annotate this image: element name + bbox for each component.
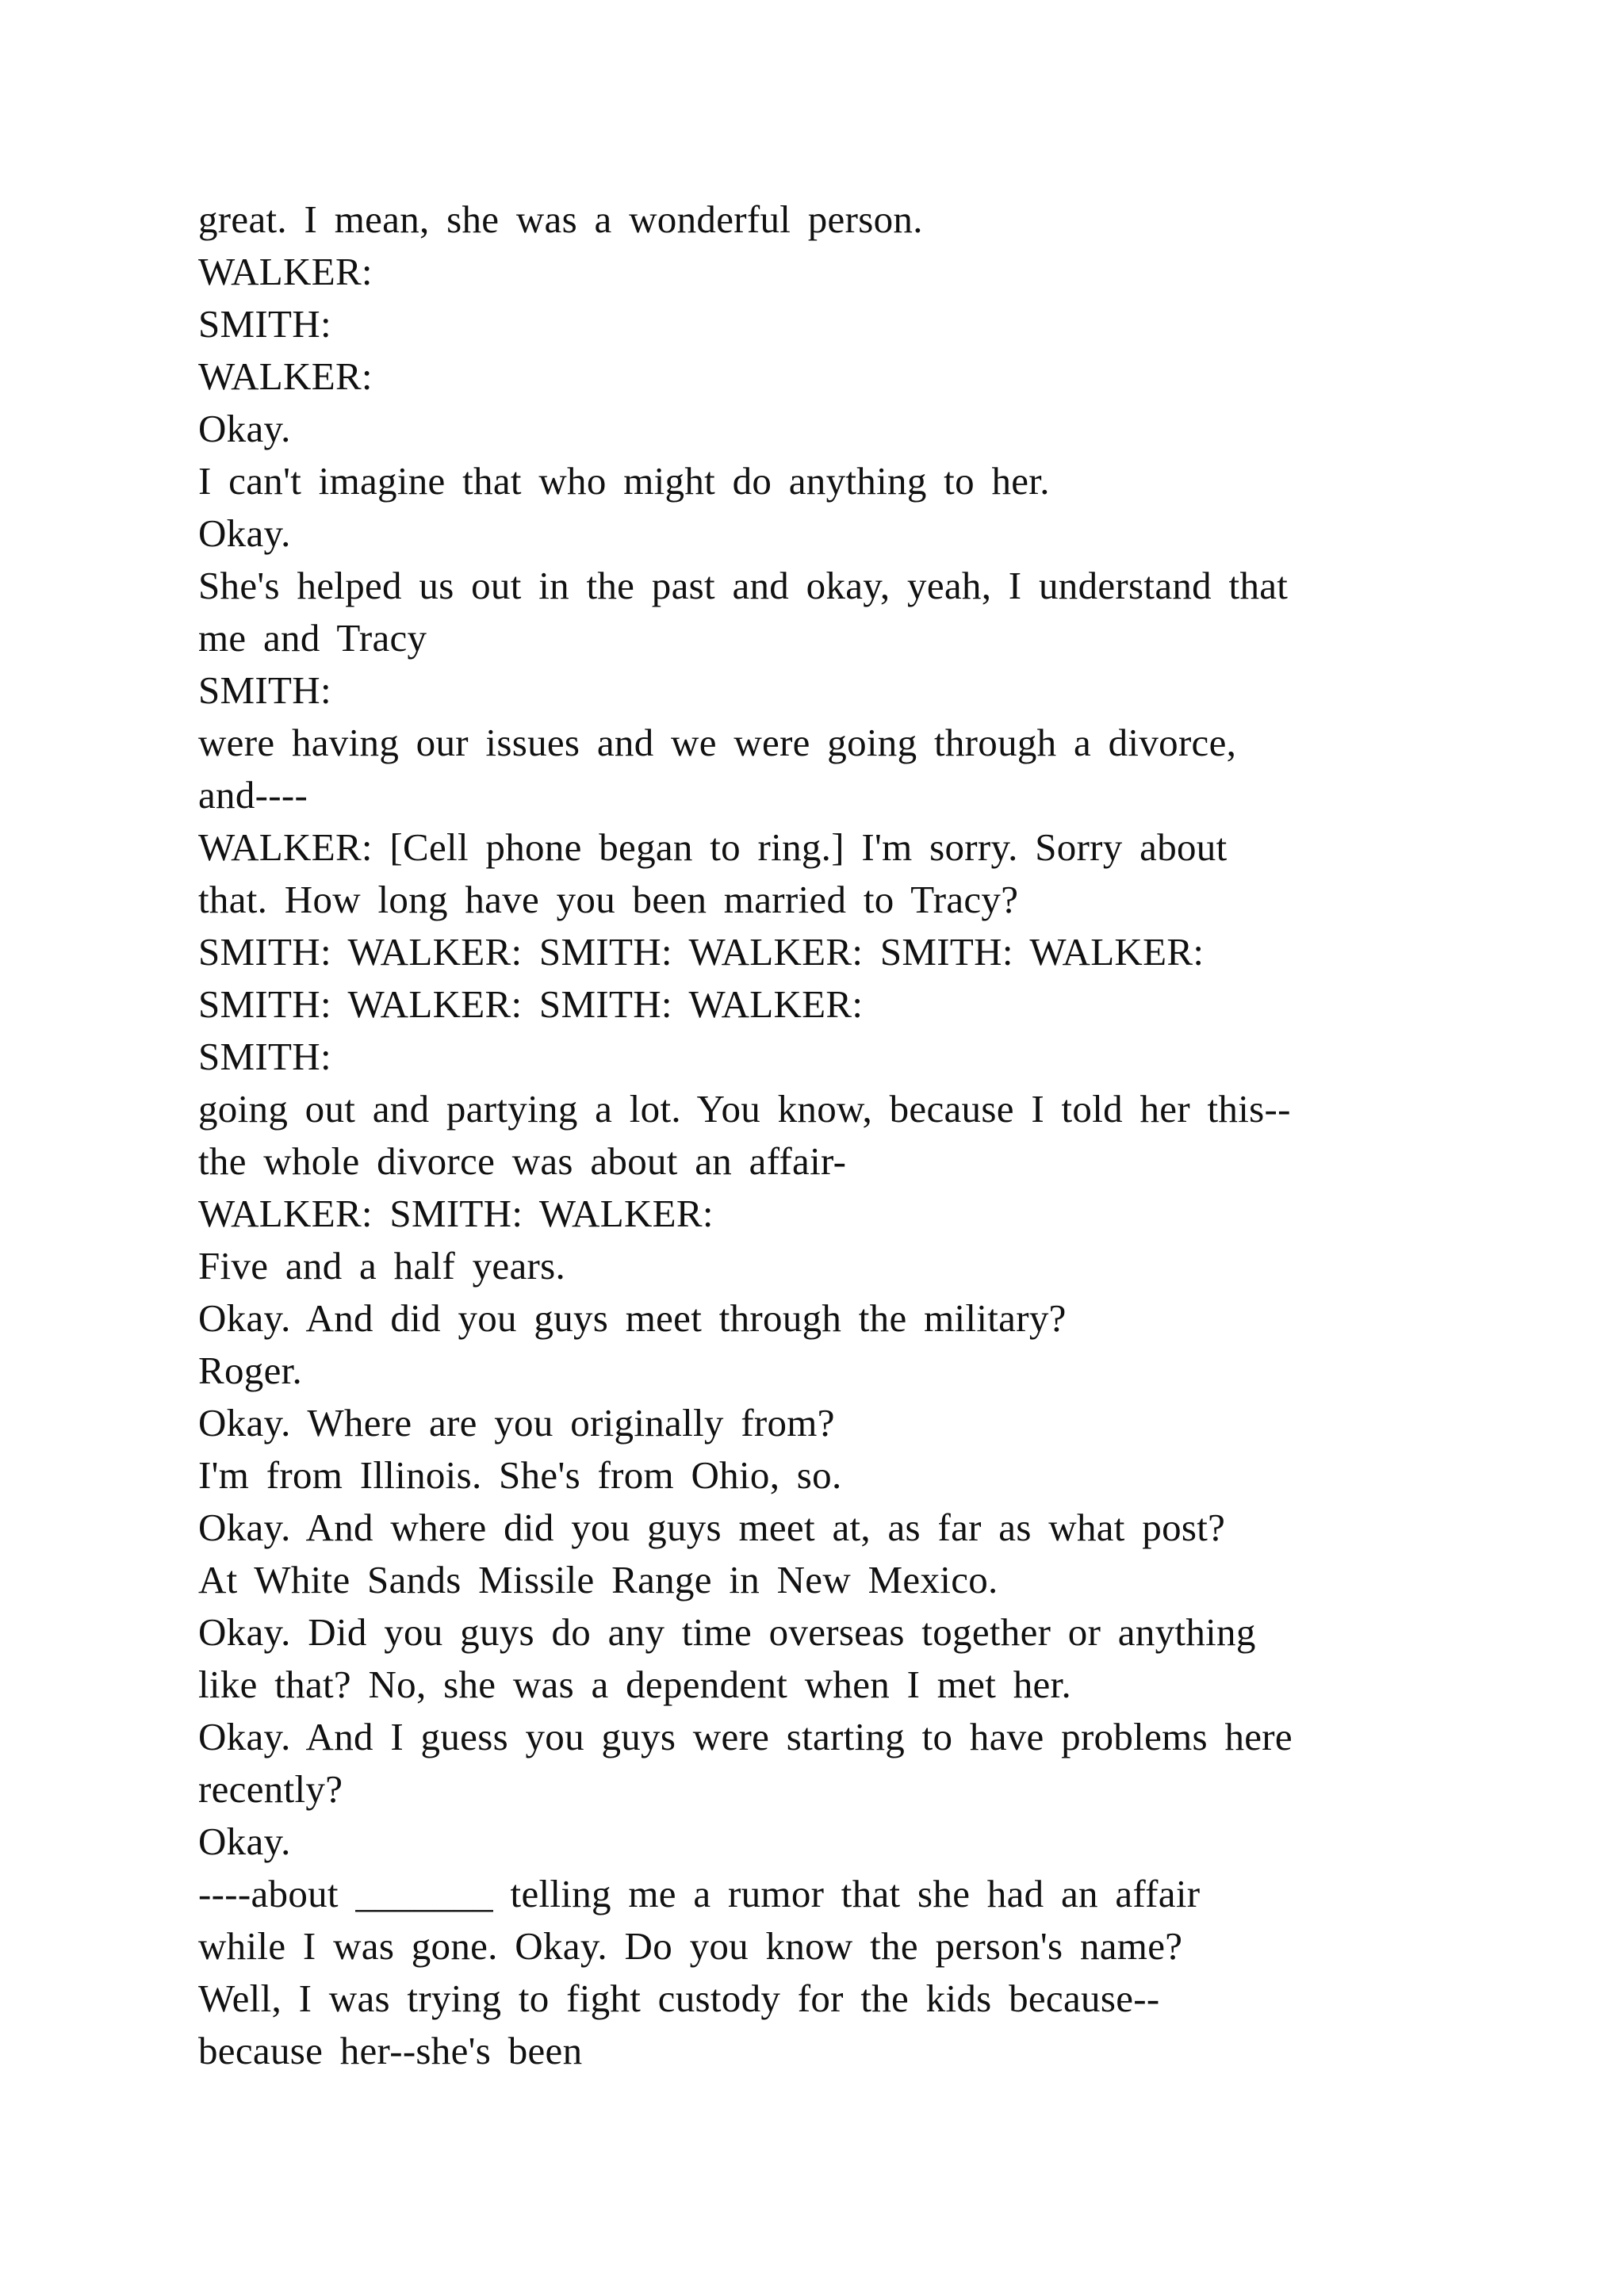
text-line-20: WALKER: SMITH: WALKER:: [198, 1192, 714, 1235]
text-line-32: Okay.: [198, 1820, 291, 1863]
text-line-1: great. I mean, she was a wonderful person.: [198, 197, 923, 241]
text-line-35: Well, I was trying to fight custody for the kids because--: [198, 1976, 1160, 2020]
text-line-3: SMITH:: [198, 302, 331, 346]
text-line-15: SMITH: WALKER: SMITH: WALKER: SMITH: WALKER:: [198, 930, 1205, 974]
text-line-22: Okay. And did you guys meet through the military?: [198, 1296, 1067, 1340]
text-line-16: SMITH: WALKER: SMITH: WALKER:: [198, 982, 864, 1026]
text-line-10: SMITH:: [198, 668, 331, 712]
text-line-13: WALKER: [Cell phone began to ring.] I'm sorry. Sorry about: [198, 825, 1228, 869]
text-line-17: SMITH:: [198, 1035, 331, 1078]
text-line-2: WALKER:: [198, 250, 373, 293]
text-line-9: me and Tracy: [198, 616, 427, 660]
text-line-5: Okay.: [198, 407, 291, 450]
transcript-text: [198, 193, 1467, 2077]
text-line-31: recently?: [198, 1767, 343, 1811]
text-line-24: Okay. Where are you originally from?: [198, 1401, 835, 1445]
text-line-19: the whole divorce was about an affair-: [198, 1139, 847, 1183]
text-line-30: Okay. And I guess you guys were starting to have problems here: [198, 1715, 1293, 1758]
text-line-21: Five and a half years.: [198, 1244, 566, 1288]
text-line-33: ----about _______ telling me a rumor that she had an affair: [198, 1872, 1201, 1915]
text-line-25: I'm from Illinois. She's from Ohio, so.: [198, 1453, 842, 1497]
text-line-26: Okay. And where did you guys meet at, as far as what post?: [198, 1506, 1226, 1549]
text-line-6: I can't imagine that who might do anything to her.: [198, 459, 1050, 503]
text-line-23: Roger.: [198, 1349, 303, 1392]
text-line-14: that. How long have you been married to Tracy?: [198, 878, 1019, 921]
text-line-7: Okay.: [198, 511, 291, 555]
text-line-12: and----: [198, 773, 308, 817]
text-line-34: while I was gone. Okay. Do you know the person's name?: [198, 1924, 1183, 1968]
text-line-27: At White Sands Missile Range in New Mexico.: [198, 1558, 998, 1601]
text-line-36: because her--she's been: [198, 2029, 583, 2072]
text-line-11: were having our issues and we were going through a divorce,: [198, 721, 1237, 764]
text-line-4: WALKER:: [198, 354, 373, 398]
text-line-29: like that? No, she was a dependent when I met her.: [198, 1663, 1072, 1706]
text-line-18: going out and partying a lot. You know, because I told her this--: [198, 1087, 1291, 1131]
text-line-8: She's helped us out in the past and okay, yeah, I understand that: [198, 564, 1289, 607]
text-line-28: Okay. Did you guys do any time overseas together or anything: [198, 1610, 1256, 1654]
